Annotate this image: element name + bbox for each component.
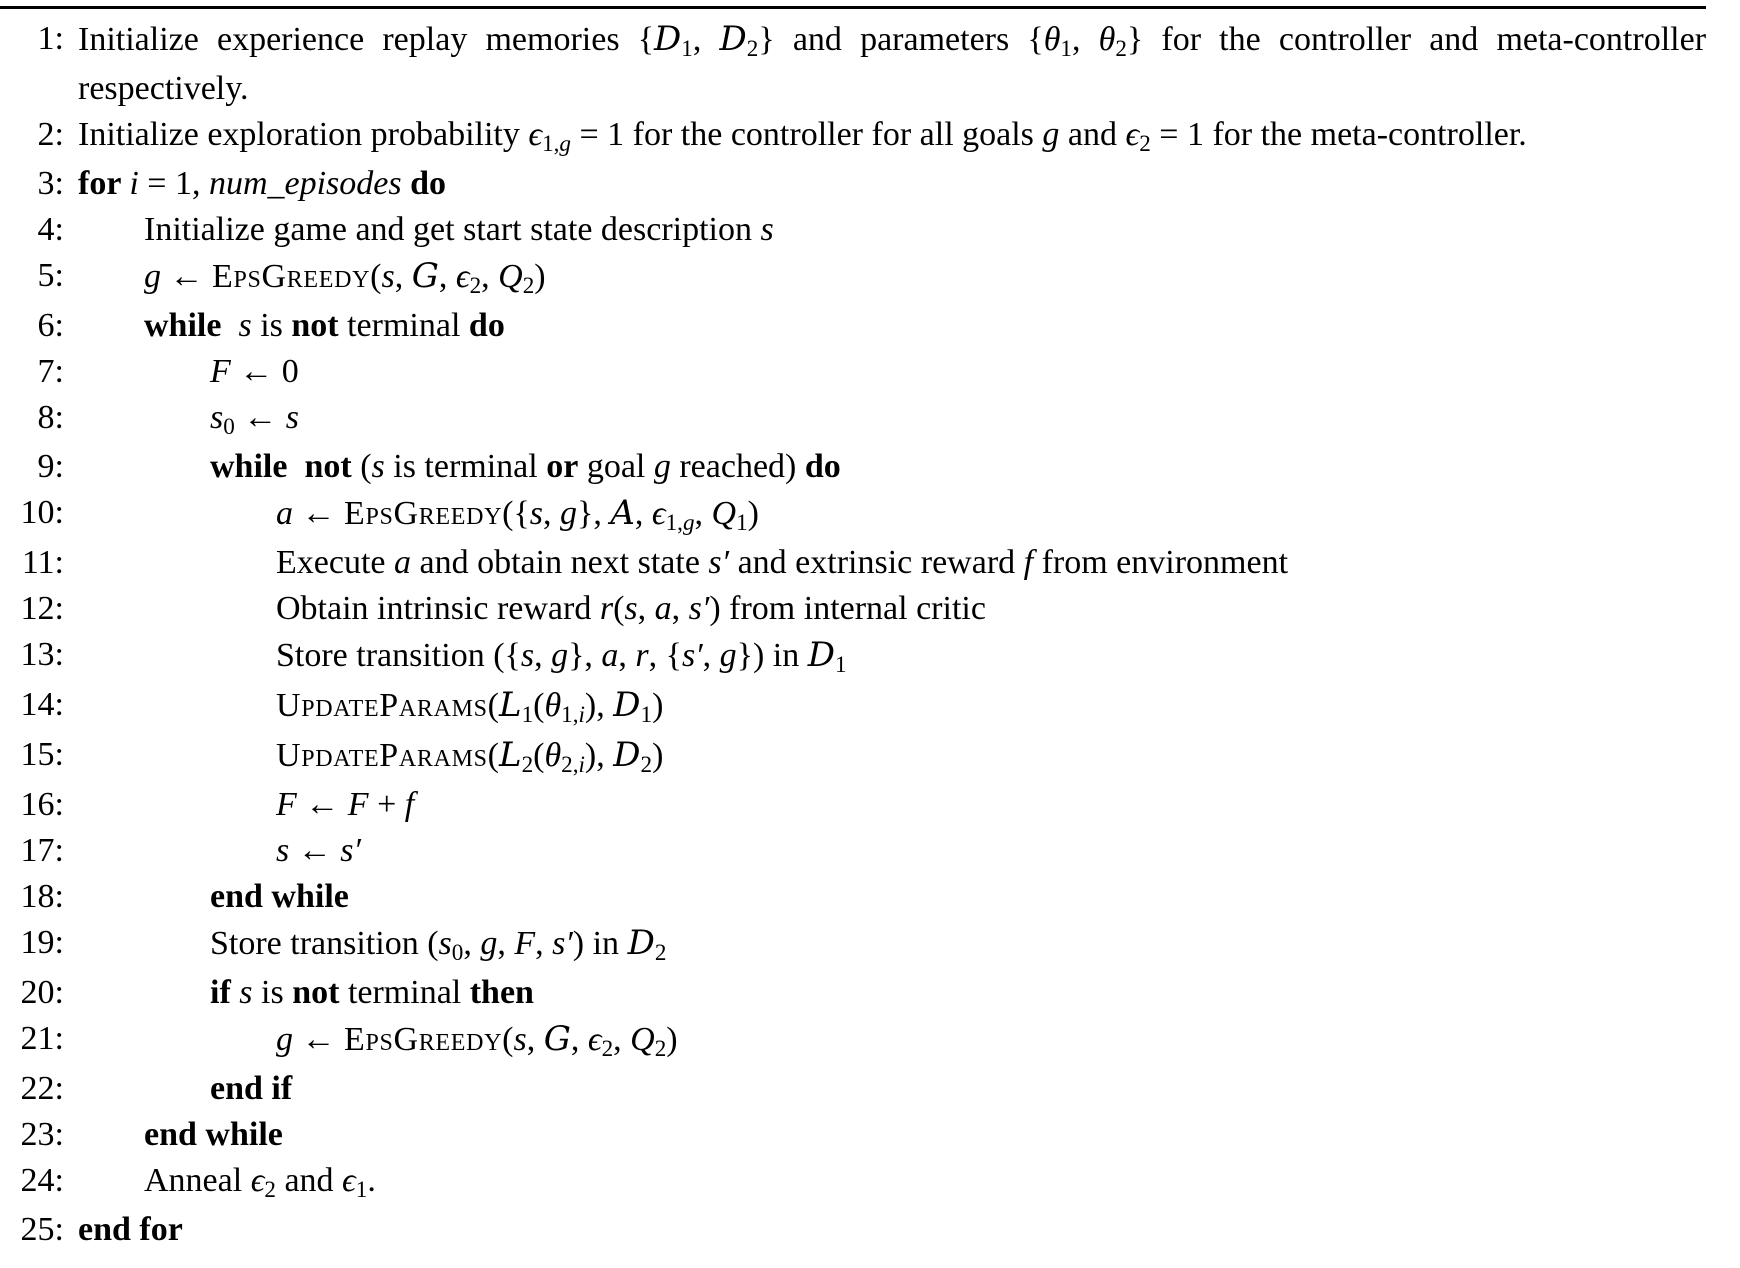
text-segment: ( xyxy=(613,590,625,627)
text-segment: 2 xyxy=(522,272,535,299)
text-segment: 2 xyxy=(1139,130,1151,157)
text-segment: } for the controller and meta-controller respectively. xyxy=(78,21,1707,107)
algo-line xyxy=(0,732,1706,782)
text-segment: ϵ xyxy=(1125,116,1140,153)
text-segment: a xyxy=(654,590,672,627)
text-segment: . xyxy=(367,1162,376,1199)
text-segment: A xyxy=(610,493,635,533)
text-segment: 1 xyxy=(640,701,653,728)
text-segment: s xyxy=(529,495,544,532)
text-segment: , xyxy=(526,1021,544,1058)
text-segment: s xyxy=(210,399,224,436)
text-segment: and xyxy=(1059,116,1126,153)
text-segment: end while xyxy=(210,878,349,915)
line-number: 19: xyxy=(20,924,64,961)
line-number: 11: xyxy=(21,544,64,581)
text-segment: g xyxy=(480,925,498,962)
line-number: 22: xyxy=(20,1070,64,1107)
line-number: 3: xyxy=(37,165,64,202)
text-segment: 2 xyxy=(264,1176,276,1203)
text-segment: ) in xyxy=(572,925,628,962)
algo-line xyxy=(0,303,1706,349)
algo-line xyxy=(0,828,1706,874)
text-segment: s′ xyxy=(552,925,573,962)
line-content xyxy=(78,112,1706,161)
line-content xyxy=(78,395,1706,444)
line-number: 6: xyxy=(37,307,64,344)
line-content xyxy=(78,586,1706,632)
text-segment: 2, xyxy=(561,751,579,778)
text-segment: 1 xyxy=(521,701,534,728)
text-segment: ) xyxy=(747,495,759,532)
text-segment: f xyxy=(1023,544,1034,581)
line-content xyxy=(78,828,1706,874)
line-number: 17: xyxy=(20,832,64,869)
line-content xyxy=(78,253,1706,303)
text-segment: 1, xyxy=(561,701,579,728)
text-segment: 2 xyxy=(654,939,667,966)
text-segment: 0 xyxy=(451,939,464,966)
algo-line xyxy=(0,349,1706,395)
text-segment: D xyxy=(719,19,747,59)
text-segment: , xyxy=(534,637,552,674)
text-segment: Initialize experience replay memories { xyxy=(78,21,655,58)
algo-line xyxy=(0,395,1706,444)
text-segment: ( xyxy=(502,1021,514,1058)
text-segment: , xyxy=(694,495,712,532)
text-segment: g xyxy=(719,637,737,674)
line-number: 23: xyxy=(20,1116,64,1153)
text-segment: ) xyxy=(652,687,664,724)
algo-line xyxy=(0,1066,1706,1112)
text-segment: reached) xyxy=(670,448,805,485)
text-segment: is xyxy=(251,307,292,344)
text-segment: 1, xyxy=(542,130,560,157)
text-segment: ← xyxy=(296,786,348,823)
text-segment: s xyxy=(513,1021,527,1058)
text-segment: g xyxy=(276,1021,293,1058)
text-segment: , xyxy=(618,637,636,674)
text-segment: , xyxy=(463,925,481,962)
line-content xyxy=(78,303,1706,349)
text-segment: ← xyxy=(293,1021,344,1058)
text-segment: UpdateParams xyxy=(276,687,488,724)
line-number: 16: xyxy=(20,786,64,823)
line-number: 9: xyxy=(37,448,64,485)
text-segment: ) from internal critic xyxy=(709,590,986,627)
text-segment: num_episodes xyxy=(208,165,402,202)
text-segment: ϵ xyxy=(250,1162,265,1199)
text-segment: ← xyxy=(289,832,341,869)
text-segment: , xyxy=(570,1021,588,1058)
text-segment: s xyxy=(371,448,385,485)
text-segment: F xyxy=(347,786,369,823)
text-segment: 1, xyxy=(665,509,683,536)
text-segment: s′ xyxy=(681,637,703,674)
text-segment: + xyxy=(368,786,405,823)
text-segment: F xyxy=(276,786,297,823)
text-segment: Store transition ( xyxy=(210,925,439,962)
text-segment: a xyxy=(394,544,411,581)
text-segment: 1 xyxy=(736,509,748,536)
text-segment: s xyxy=(238,307,252,344)
line-number: 7: xyxy=(37,353,64,390)
text-segment: and xyxy=(275,1162,343,1199)
text-segment: end if xyxy=(210,1070,293,1107)
text-segment: Q xyxy=(498,258,523,295)
text-segment: or xyxy=(546,448,579,485)
line-number: 8: xyxy=(37,399,64,436)
text-segment: , xyxy=(637,590,655,627)
text-segment: r xyxy=(599,590,614,627)
text-segment: do xyxy=(410,165,447,202)
line-number: 18: xyxy=(20,878,64,915)
text-segment: a xyxy=(276,495,293,532)
text-segment: i xyxy=(578,751,585,778)
algo-line xyxy=(0,1207,1706,1253)
line-content xyxy=(78,16,1706,112)
text-segment: 2 xyxy=(1115,35,1127,62)
text-segment: ) xyxy=(652,737,664,774)
text-segment: ( xyxy=(533,687,545,724)
text-segment: s xyxy=(381,258,395,295)
text-segment: g xyxy=(560,495,578,532)
text-segment: }, xyxy=(568,637,602,674)
text-segment: g xyxy=(144,258,161,295)
text-segment: , { xyxy=(648,637,682,674)
text-segment: 2 xyxy=(521,751,534,778)
text-segment: ϵ xyxy=(651,495,666,532)
algo-line xyxy=(0,874,1706,920)
algo-line xyxy=(0,444,1706,490)
text-segment: , xyxy=(394,258,412,295)
text-segment: g xyxy=(682,509,695,536)
text-segment: 1 xyxy=(355,1176,368,1203)
text-segment: UpdateParams xyxy=(276,737,488,774)
algo-line xyxy=(0,1112,1706,1158)
text-segment: = 1, xyxy=(138,165,209,202)
algo-line xyxy=(0,682,1706,732)
text-segment: not xyxy=(291,307,339,344)
text-segment: is terminal xyxy=(384,448,547,485)
text-segment: Q xyxy=(630,1021,655,1058)
line-content xyxy=(78,1066,1706,1112)
text-segment: ϵ xyxy=(455,258,470,295)
text-segment: F xyxy=(210,353,231,390)
line-content xyxy=(78,632,1706,682)
text-segment: for xyxy=(78,165,130,202)
text-segment: s xyxy=(239,974,253,1011)
text-segment: F xyxy=(514,925,536,962)
text-segment: s′ xyxy=(688,590,710,627)
text-segment: , xyxy=(634,495,652,532)
line-number: 4: xyxy=(37,211,64,248)
text-segment: ( xyxy=(487,687,499,724)
text-segment: end while xyxy=(144,1116,283,1153)
algo-line xyxy=(0,540,1706,586)
text-segment: EpsGreedy xyxy=(212,258,371,295)
text-segment: }) in xyxy=(736,637,808,674)
text-segment: D xyxy=(654,19,682,59)
text-segment: ), xyxy=(584,737,614,774)
text-segment: L xyxy=(498,735,522,775)
text-segment: s xyxy=(624,590,638,627)
line-number: 24: xyxy=(20,1162,64,1199)
line-content xyxy=(78,444,1706,490)
text-segment: i xyxy=(129,165,139,202)
line-content xyxy=(78,782,1706,828)
text-segment: not xyxy=(292,974,340,1011)
text-segment: , xyxy=(671,590,689,627)
text-segment: ( xyxy=(370,258,382,295)
text-segment: ) xyxy=(534,258,546,295)
line-number: 12: xyxy=(20,590,64,627)
text-segment: ( xyxy=(351,448,372,485)
top-rule xyxy=(0,6,1706,9)
text-segment: from environment xyxy=(1033,544,1289,581)
text-segment: = 1 for the controller for all goals xyxy=(570,116,1043,153)
text-segment: , xyxy=(535,925,553,962)
algorithm-lines xyxy=(0,16,1706,1253)
algo-line xyxy=(0,16,1706,112)
line-number: 2: xyxy=(37,116,64,153)
text-segment: θ xyxy=(544,737,562,774)
algo-line xyxy=(0,207,1706,253)
text-segment: while xyxy=(144,307,222,344)
line-number: 13: xyxy=(20,636,64,673)
text-segment: θ xyxy=(544,687,562,724)
text-segment: Store transition ({ xyxy=(276,637,521,674)
algo-line xyxy=(0,161,1706,207)
line-number: 21: xyxy=(20,1020,64,1057)
text-segment: a xyxy=(601,637,619,674)
line-number: 1: xyxy=(37,20,64,57)
text-segment: 2 xyxy=(469,272,482,299)
line-content xyxy=(78,161,1706,207)
text-segment: s′ xyxy=(340,832,361,869)
text-segment: D xyxy=(613,735,641,775)
text-segment: }, xyxy=(577,495,611,532)
text-segment: Obtain intrinsic reward xyxy=(276,590,600,627)
text-segment: , xyxy=(543,495,561,532)
line-content xyxy=(78,920,1706,970)
text-segment: 0 xyxy=(223,413,235,440)
text-segment: EpsGreedy xyxy=(344,495,503,532)
text-segment: ϵ xyxy=(528,116,543,153)
text-segment: 2 xyxy=(654,1035,667,1062)
text-segment: ← xyxy=(161,258,212,295)
text-segment: D xyxy=(613,685,641,725)
text-segment: and extrinsic reward xyxy=(729,544,1024,581)
text-segment: i xyxy=(578,701,585,728)
text-segment: ← xyxy=(293,495,344,532)
text-segment: Execute xyxy=(276,544,394,581)
algo-line xyxy=(0,490,1706,540)
text-segment: goal xyxy=(578,448,654,485)
algo-line xyxy=(0,1158,1706,1207)
text-segment: s xyxy=(276,832,290,869)
text-segment: ← 0 xyxy=(230,353,299,390)
line-content xyxy=(78,490,1706,540)
algo-line xyxy=(0,1016,1706,1066)
text-segment: D xyxy=(807,635,835,675)
text-segment: Anneal xyxy=(144,1162,251,1199)
text-segment: g xyxy=(551,637,569,674)
line-content xyxy=(78,682,1706,732)
text-segment: L xyxy=(498,685,522,725)
text-segment: while xyxy=(210,448,288,485)
algo-line xyxy=(0,632,1706,682)
text-segment: ({ xyxy=(502,495,530,532)
text-segment: is xyxy=(252,974,293,1011)
text-segment: end for xyxy=(78,1211,183,1248)
text-segment: ← xyxy=(234,399,286,436)
line-content xyxy=(78,207,1706,253)
text-segment: ϵ xyxy=(342,1162,356,1199)
text-segment: 2 xyxy=(640,751,653,778)
line-number: 14: xyxy=(20,686,64,723)
text-segment: not xyxy=(304,448,352,485)
line-number: 20: xyxy=(20,974,64,1011)
algo-line xyxy=(0,970,1706,1016)
algo-line xyxy=(0,253,1706,303)
algo-line xyxy=(0,112,1706,161)
text-segment: f xyxy=(404,786,415,823)
text-segment: s xyxy=(438,925,452,962)
line-content xyxy=(78,540,1706,586)
text-segment: terminal xyxy=(338,307,469,344)
text-segment xyxy=(402,165,411,202)
text-segment: terminal xyxy=(339,974,470,1011)
text-segment: G xyxy=(411,256,439,296)
text-segment: then xyxy=(469,974,534,1011)
text-segment: ϵ xyxy=(587,1021,602,1058)
text-segment: 1 xyxy=(1060,35,1072,62)
text-segment: and obtain next state xyxy=(411,544,709,581)
text-segment: g xyxy=(559,130,571,157)
text-segment: , xyxy=(1071,21,1099,58)
text-segment: if xyxy=(210,974,240,1011)
text-segment: 1 xyxy=(681,35,693,62)
line-content xyxy=(78,874,1706,920)
text-segment: , xyxy=(702,637,720,674)
text-segment: s xyxy=(520,637,535,674)
text-segment: , xyxy=(481,258,499,295)
text-segment: g xyxy=(653,448,671,485)
text-segment: Q xyxy=(711,495,737,532)
line-content xyxy=(78,1207,1706,1253)
text-segment: 1 xyxy=(835,651,847,678)
line-content xyxy=(78,732,1706,782)
text-segment: } and parameters { xyxy=(758,21,1044,58)
line-number: 25: xyxy=(20,1211,64,1248)
text-segment: s′ xyxy=(708,544,730,581)
text-segment: s xyxy=(285,399,300,436)
text-segment: , xyxy=(692,21,720,58)
text-segment: Initialize exploration probability xyxy=(78,116,529,153)
text-segment: g xyxy=(1042,116,1060,153)
text-segment: do xyxy=(804,448,841,485)
text-segment: θ xyxy=(1098,21,1116,58)
text-segment: 2 xyxy=(746,35,759,62)
text-segment: s xyxy=(760,211,774,248)
line-content xyxy=(78,1112,1706,1158)
line-content xyxy=(78,349,1706,395)
text-segment: , xyxy=(438,258,456,295)
text-segment xyxy=(221,307,238,344)
text-segment: ( xyxy=(533,737,545,774)
text-segment: D xyxy=(627,923,655,963)
line-number: 15: xyxy=(20,736,64,773)
text-segment: do xyxy=(468,307,505,344)
text-segment: r xyxy=(635,637,649,674)
text-segment: 2 xyxy=(601,1035,614,1062)
line-number: 10: xyxy=(20,494,64,531)
line-number: 5: xyxy=(37,257,64,294)
line-content xyxy=(78,1158,1706,1207)
algo-line xyxy=(0,920,1706,970)
algo-line xyxy=(0,782,1706,828)
text-segment: ), xyxy=(584,687,614,724)
text-segment: ) xyxy=(666,1021,678,1058)
text-segment: EpsGreedy xyxy=(344,1021,503,1058)
text-segment xyxy=(287,448,304,485)
text-segment: Initialize game and get start state description xyxy=(144,211,761,248)
text-segment: = 1 for the meta-controller. xyxy=(1150,116,1527,153)
text-segment: θ xyxy=(1043,21,1061,58)
line-content xyxy=(78,1016,1706,1066)
text-segment: ( xyxy=(487,737,499,774)
text-segment: G xyxy=(543,1019,571,1059)
line-content xyxy=(78,970,1706,1016)
text-segment: , xyxy=(497,925,515,962)
algo-line xyxy=(0,586,1706,632)
text-segment: , xyxy=(613,1021,631,1058)
